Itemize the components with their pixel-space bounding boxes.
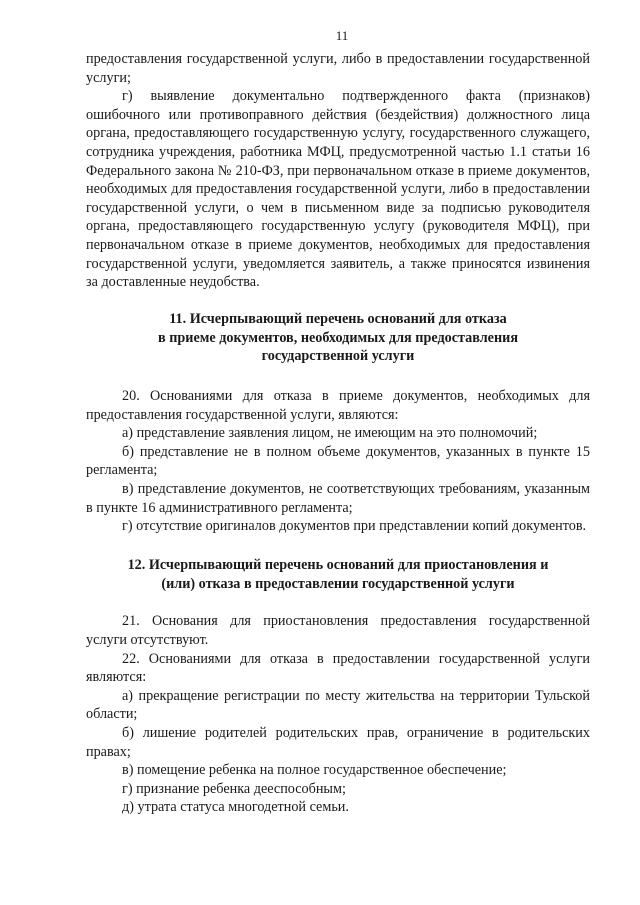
clause-22-g: г) признание ребенка дееспособным;: [122, 780, 346, 797]
clause-21: 21. Основания для приостановления предоставления государственной услуги отсутствуют.: [86, 613, 590, 649]
section-11-heading-line-1: 11. Исчерпывающий перечень оснований для отказа: [169, 310, 507, 327]
clause-20-b: б) представление не в полном объеме документов, указанных в пункте 15 регламента;: [86, 443, 590, 479]
section-11-heading-line-3: государственной услуги: [261, 348, 415, 365]
clause-22-v: в) помещение ребенка на полное государственное обеспечение;: [122, 762, 507, 779]
section-11-heading: [86, 310, 590, 366]
section-12-heading-line-2: (или) отказа в предоставлении государственной услуги: [161, 575, 515, 592]
clause-20-a: а) представление заявления лицом, не имеющим на это полномочий;: [122, 425, 538, 442]
intro-paragraph-1: предоставления государственной услуги, либо в предоставлении государственной услуги;: [86, 51, 590, 86]
clause-22-b: б) лишение родителей родительских прав, ограничение в родительских правах;: [86, 725, 590, 760]
section-11-heading-line-2: в приеме документов, необходимых для предоставления: [158, 329, 518, 346]
section-12-heading-line-1: 12. Исчерпывающий перечень оснований для приостановления и: [127, 556, 549, 573]
page-number: 11: [335, 28, 349, 43]
section-12-heading: [86, 556, 590, 594]
intro-paragraph-2: г) выявление документально подтвержденного факта (признаков) ошибочного или противоправного действия (бездействия) должностного лица органа, предоставляющего государственную услугу, государственного служащего, сотрудника учреждения, работника МФЦ, предусмотренной частью 1.1 статьи 16 Федерального закона № 210-ФЗ, при первоначальном отказе в приеме документов, необходимых для предоставления государственной услуги, либо в предоставлении государственной услуги, о чем в письменном виде за подписью руководителя органа, предоставляющего государственную услугу (руководителя МФЦ), при первоначальном отказе в приеме документов, необходимых для предоставления государственной услуги, уведомляется заявитель, а также приносятся извинения за доставленные неудобства.: [86, 88, 590, 291]
clause-22-a: а) прекращение регистрации по месту жительства на территории Тульской области;: [86, 687, 590, 723]
clause-22: 22. Основаниями для отказа в предоставлении государственной услуги являются:: [86, 650, 590, 686]
clause-20-v: в) представление документов, не соответствующих требованиям, указанным в пункте 16 административного регламента;: [86, 481, 590, 516]
clause-20-g: г) отсутствие оригиналов документов при представлении копий документов.: [122, 518, 587, 535]
clause-20: 20. Основаниями для отказа в приеме документов, необходимых для предоставления государственной услуги, являются:: [86, 388, 590, 423]
clause-22-d: д) утрата статуса многодетной семьи.: [122, 799, 349, 816]
